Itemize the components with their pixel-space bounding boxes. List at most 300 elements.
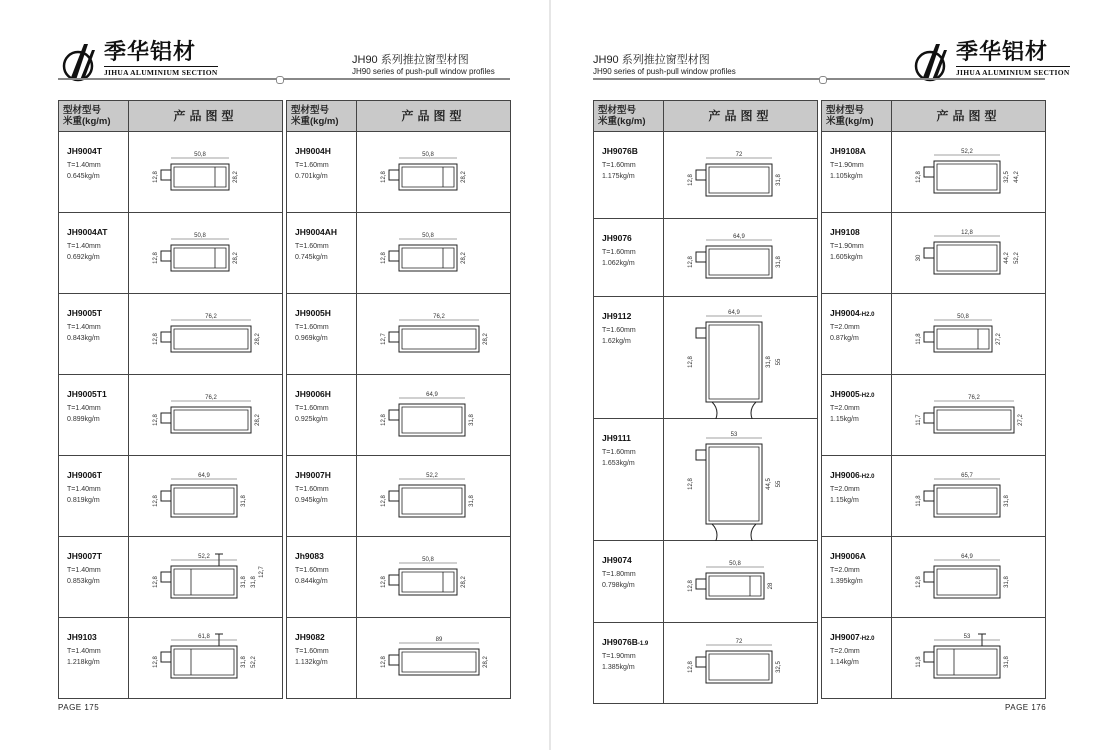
series-title <box>593 54 736 76</box>
profile-drawing <box>664 132 817 218</box>
header-model-weight <box>287 101 357 131</box>
profile-code <box>67 146 128 156</box>
profile-outline <box>696 651 772 683</box>
profile-info <box>287 375 357 455</box>
profile-row <box>287 213 510 294</box>
profile-row <box>822 294 1045 375</box>
profile-row <box>287 456 510 537</box>
dimension-label: 28,2 <box>461 576 467 588</box>
profile-code-text: JH9005T1 <box>67 389 107 399</box>
profile-drawing <box>129 375 282 455</box>
brand-name-en: JIHUA ALUMINIUM SECTION <box>956 68 1070 77</box>
profile-info <box>287 213 357 293</box>
profile-info <box>594 132 664 218</box>
profile-section-drawing <box>129 132 281 213</box>
profile-section-drawing <box>129 537 281 618</box>
profile-outline <box>924 485 1000 517</box>
profile-weight: 1.653kg/m <box>602 460 635 467</box>
profile-code-text: JH9074 <box>602 555 632 565</box>
profile-section-drawing <box>892 294 1044 375</box>
profile-thickness: T=1.60mm <box>602 449 636 456</box>
profile-row <box>287 618 510 698</box>
profile-drawing <box>357 537 510 617</box>
profile-drawing <box>357 132 510 212</box>
profile-code-text: JH9004T <box>67 146 102 156</box>
profile-info <box>822 618 892 698</box>
profile-code <box>67 308 128 318</box>
profile-weight: 0.692kg/m <box>67 254 100 261</box>
header-weight-label: 米重(kg/m) <box>826 116 874 127</box>
profile-thickness: T=1.60mm <box>295 486 329 493</box>
dimension-label: 50,8 <box>422 233 434 239</box>
page-number: PAGE 176 <box>1005 703 1047 712</box>
profile-section-drawing <box>664 297 816 419</box>
profile-row <box>822 132 1045 213</box>
header-drawing-label: 产品图型 <box>936 109 1001 123</box>
dimension-label: 31,8 <box>469 495 475 507</box>
profile-outline <box>696 444 762 541</box>
profile-drawing <box>664 623 817 703</box>
profile-outline <box>389 569 457 595</box>
profile-weight: 1.385kg/m <box>602 664 635 671</box>
dimension-label: 53 <box>730 432 738 438</box>
profile-section-drawing <box>892 537 1044 618</box>
profile-code-text: JH9004 <box>830 308 860 318</box>
profile-section-drawing <box>357 132 509 213</box>
profile-section-drawing <box>892 132 1044 213</box>
profile-info <box>287 618 357 698</box>
profile-drawing <box>664 541 817 622</box>
profile-table-column <box>593 100 818 704</box>
dimension-label: 50,8 <box>957 314 969 320</box>
profile-drawing <box>129 132 282 212</box>
header-weight-label: 米重(kg/m) <box>63 116 111 127</box>
profile-outline <box>389 245 457 271</box>
profile-outline <box>696 164 772 196</box>
dimension-label: 28,2 <box>233 171 239 183</box>
profile-code <box>295 632 356 642</box>
profile-weight: 1.15kg/m <box>830 497 859 504</box>
dimension-label: 28,2 <box>461 252 467 264</box>
dimension-label: 76,2 <box>205 395 217 401</box>
profile-drawing <box>129 213 282 293</box>
profile-info <box>594 219 664 296</box>
dimension-label: 50,8 <box>194 152 206 158</box>
profile-section-drawing <box>664 623 816 703</box>
dimension-label: 12,8 <box>688 356 694 368</box>
dimension-label: 12,8 <box>381 495 387 507</box>
profile-outline <box>161 326 251 352</box>
profile-weight: 0.645kg/m <box>67 173 100 180</box>
header-rule-dot <box>819 76 827 84</box>
dimension-label: 64,9 <box>961 554 973 560</box>
profile-section-drawing <box>664 541 816 623</box>
header-rule <box>58 78 510 80</box>
dimension-label: 50,8 <box>422 557 434 563</box>
profile-info <box>822 213 892 293</box>
profile-code <box>830 146 891 156</box>
profile-thickness: T=1.40mm <box>67 162 101 169</box>
profile-thickness: T=1.90mm <box>830 243 864 250</box>
profile-code-text: JH9108 <box>830 227 860 237</box>
profile-outline <box>389 164 457 190</box>
profile-row <box>594 623 817 703</box>
dimension-label: 11,8 <box>916 656 922 668</box>
dimension-label: 65,7 <box>961 473 973 479</box>
profile-outline <box>389 649 479 675</box>
profile-weight: 1.14kg/m <box>830 659 859 666</box>
profile-outline <box>924 634 1000 678</box>
profile-code-text: JH9076B <box>602 146 638 156</box>
profile-row <box>59 375 282 456</box>
dimension-label: 64,9 <box>198 473 210 479</box>
profile-code <box>295 146 356 156</box>
profile-thickness: T=1.60mm <box>295 405 329 412</box>
profile-thickness: T=1.40mm <box>67 567 101 574</box>
dimension-label: 61,8 <box>198 634 210 640</box>
profile-section-drawing <box>357 537 509 618</box>
dimension-label: 27,2 <box>1018 414 1024 426</box>
profile-weight: 1.175kg/m <box>602 173 635 180</box>
profile-section-drawing <box>357 375 509 456</box>
profile-info <box>59 375 129 455</box>
table-header <box>287 101 510 132</box>
dimension-label: 12,8 <box>916 171 922 183</box>
brand-name-en: JIHUA ALUMINIUM SECTION <box>104 68 218 77</box>
dimension-label: 12,8 <box>153 414 159 426</box>
profile-code <box>295 389 356 399</box>
dimension-label: 50,8 <box>729 561 741 567</box>
header-model-weight <box>822 101 892 131</box>
profile-code <box>602 433 663 443</box>
profile-code <box>295 551 356 561</box>
header-weight-label: 米重(kg/m) <box>598 116 646 127</box>
profile-row <box>822 456 1045 537</box>
profile-outline <box>161 407 251 433</box>
profile-section-drawing <box>664 132 816 219</box>
profile-outline <box>924 161 1000 193</box>
dimension-label: 76,2 <box>968 395 980 401</box>
dimension-label: 12,8 <box>688 478 694 490</box>
dimension-label: 12,8 <box>688 580 694 592</box>
profile-info <box>59 294 129 374</box>
profile-row <box>59 456 282 537</box>
profile-drawing <box>664 219 817 296</box>
dimension-label: 31,8 <box>776 174 782 186</box>
dimension-label: 12,8 <box>688 256 694 268</box>
profile-weight: 1.105kg/m <box>830 173 863 180</box>
header-model-label: 型材型号 <box>291 105 330 116</box>
profile-row <box>59 537 282 618</box>
series-title-cn: JH90 系列推拉窗型材图 <box>352 54 469 66</box>
profile-code <box>830 389 891 399</box>
profile-outline <box>389 485 465 517</box>
profile-row <box>59 132 282 213</box>
table-header <box>594 101 817 132</box>
dimension-label: 55 <box>776 358 782 366</box>
profile-info <box>822 375 892 455</box>
profile-code-text: JH9082 <box>295 632 325 642</box>
dimension-label: 12,8 <box>688 174 694 186</box>
dimension-label: 32,5 <box>1004 171 1010 183</box>
profile-drawing <box>357 456 510 536</box>
profile-info <box>594 297 664 418</box>
profile-weight: 1.395kg/m <box>830 578 863 585</box>
profile-section-drawing <box>129 618 281 698</box>
profile-info <box>287 537 357 617</box>
header-model-label: 型材型号 <box>598 105 637 116</box>
profile-section-drawing <box>892 213 1044 294</box>
profile-thickness: T=1.60mm <box>295 243 329 250</box>
profile-outline <box>161 634 237 678</box>
profile-outline <box>389 404 465 436</box>
profile-row <box>287 294 510 375</box>
dimension-label: 28 <box>768 582 774 590</box>
profile-code <box>830 551 891 561</box>
dimension-label: 31,8 <box>241 495 247 507</box>
profile-row <box>287 375 510 456</box>
profile-drawing <box>892 375 1045 455</box>
profile-thickness: T=1.60mm <box>295 648 329 655</box>
profile-drawing <box>129 618 282 698</box>
series-title <box>352 54 495 76</box>
dimension-label: 76,2 <box>433 314 445 320</box>
dimension-label: 31,8 <box>776 256 782 268</box>
dimension-label: 52,2 <box>198 554 210 560</box>
profile-info <box>822 294 892 374</box>
profile-thickness: T=1.90mm <box>602 653 636 660</box>
dimension-label: 28,2 <box>483 656 489 668</box>
dimension-label: 12,8 <box>153 656 159 668</box>
profile-drawing <box>357 294 510 374</box>
profile-code-text: JH9004H <box>295 146 331 156</box>
dimension-label: 28,2 <box>233 252 239 264</box>
series-title-en: JH90 series of push-pull window profiles <box>593 67 736 76</box>
profile-info <box>822 537 892 617</box>
dimension-label: 44,2 <box>1014 171 1020 183</box>
dimension-label: 52,2 <box>251 656 257 668</box>
profile-code <box>295 470 356 480</box>
profile-code-text: JH9004AT <box>67 227 108 237</box>
profile-thickness: T=1.60mm <box>295 162 329 169</box>
profile-code <box>830 632 891 642</box>
profile-thickness: T=1.80mm <box>602 571 636 578</box>
profile-code <box>602 146 663 156</box>
profile-outline <box>696 573 764 599</box>
dimension-label: 44,5 <box>766 478 772 490</box>
profile-outline <box>924 566 1000 598</box>
profile-code-text: JH9007H <box>295 470 331 480</box>
profile-code-text: Jh9083 <box>295 551 324 561</box>
dimension-label: 12,8 <box>153 333 159 345</box>
profile-weight: 0.899kg/m <box>67 416 100 423</box>
profile-row <box>822 537 1045 618</box>
profile-drawing <box>129 537 282 617</box>
profile-info <box>59 537 129 617</box>
dimension-label: 12,8 <box>916 576 922 588</box>
profile-code <box>67 470 128 480</box>
profile-thickness: T=2.0mm <box>830 405 860 412</box>
profile-info <box>594 541 664 622</box>
dimension-label: 72 <box>735 152 743 158</box>
profile-thickness: T=1.40mm <box>67 243 101 250</box>
profile-code <box>830 227 891 237</box>
profile-row <box>59 213 282 294</box>
dimension-label: 31,8 <box>251 576 257 588</box>
dimension-label: 12,8 <box>153 252 159 264</box>
profile-row <box>287 537 510 618</box>
profile-info <box>287 132 357 212</box>
profile-code-text: JH9005 <box>830 389 860 399</box>
profile-code-text: JH9005H <box>295 308 331 318</box>
brand-name-cn: 季华铝材 <box>104 40 197 65</box>
profile-table-column <box>821 100 1046 699</box>
profile-section-drawing <box>892 375 1044 456</box>
header-model-weight <box>59 101 129 131</box>
profile-outline <box>696 246 772 278</box>
profile-row <box>594 541 817 623</box>
profile-outline <box>696 322 762 419</box>
profile-thickness: T=1.60mm <box>602 327 636 334</box>
profile-table-column <box>58 100 283 699</box>
profile-code-text: JH9004AH <box>295 227 338 237</box>
profile-code <box>67 389 128 399</box>
profile-section-drawing <box>129 213 281 294</box>
profile-thickness: T=2.0mm <box>830 486 860 493</box>
profile-code <box>67 632 128 642</box>
profile-thickness: T=2.0mm <box>830 648 860 655</box>
profile-code <box>830 308 891 318</box>
profile-weight: 0.925kg/m <box>295 416 328 423</box>
profile-code <box>602 233 663 243</box>
profile-drawing <box>892 618 1045 698</box>
dimension-label: 30 <box>916 254 922 262</box>
profile-code-suffix: -H2.0 <box>859 636 875 642</box>
profile-drawing <box>357 618 510 698</box>
profile-thickness: T=1.60mm <box>602 162 636 169</box>
dimension-label: 12,8 <box>381 171 387 183</box>
header-drawing-label: 产品图型 <box>173 109 238 123</box>
profile-section-drawing <box>129 375 281 456</box>
profile-code-suffix: -H2.0 <box>859 312 875 318</box>
dimension-label: 28,2 <box>483 333 489 345</box>
dimension-label: 64,9 <box>728 310 740 316</box>
profile-code-text: JH9007T <box>67 551 102 561</box>
brand-name-cn: 季华铝材 <box>956 40 1049 65</box>
profile-code <box>602 555 663 565</box>
profile-info <box>822 132 892 212</box>
profile-weight: 1.15kg/m <box>830 416 859 423</box>
profile-info <box>287 456 357 536</box>
dimension-label: 28,2 <box>255 333 261 345</box>
profile-drawing <box>892 456 1045 536</box>
profile-weight: 1.218kg/m <box>67 659 100 666</box>
profile-drawing <box>892 132 1045 212</box>
profile-thickness: T=1.40mm <box>67 405 101 412</box>
profile-code <box>67 227 128 237</box>
page-number: PAGE 175 <box>58 703 100 712</box>
profile-outline <box>161 554 237 598</box>
profile-info <box>822 456 892 536</box>
profile-code-text: JH9076B <box>602 637 638 647</box>
profile-row <box>594 132 817 219</box>
dimension-label: 76,2 <box>205 314 217 320</box>
profile-section-drawing <box>357 618 509 698</box>
dimension-label: 52,2 <box>1014 252 1020 264</box>
profile-row <box>59 294 282 375</box>
profile-weight: 0.701kg/m <box>295 173 328 180</box>
profile-weight: 1.132kg/m <box>295 659 328 666</box>
profile-weight: 0.798kg/m <box>602 582 635 589</box>
profile-outline <box>161 485 237 517</box>
profile-section-drawing <box>357 456 509 537</box>
dimension-label: 50,8 <box>422 152 434 158</box>
dimension-label: 12,8 <box>381 576 387 588</box>
header-rule-dot <box>276 76 284 84</box>
profile-row <box>287 132 510 213</box>
dimension-label: 31,8 <box>241 576 247 588</box>
profile-thickness: T=1.40mm <box>67 324 101 331</box>
profile-code-text: JH9108A <box>830 146 866 156</box>
dimension-label: 31,8 <box>241 656 247 668</box>
profile-drawing <box>892 294 1045 374</box>
profile-section-drawing <box>357 213 509 294</box>
profile-weight: 0.819kg/m <box>67 497 100 504</box>
profile-section-drawing <box>129 294 281 375</box>
dimension-label: 12,8 <box>381 252 387 264</box>
dimension-label: 11,8 <box>916 495 922 507</box>
series-title-en: JH90 series of push-pull window profiles <box>352 67 495 76</box>
profile-info <box>594 623 664 703</box>
profile-info <box>59 213 129 293</box>
dimension-label: 64,9 <box>426 392 438 398</box>
profile-row <box>822 213 1045 294</box>
dimension-label: 12,8 <box>153 495 159 507</box>
profile-thickness: T=1.60mm <box>295 567 329 574</box>
profile-code-text: JH9103 <box>67 632 97 642</box>
dimension-label: 50,8 <box>194 233 206 239</box>
profile-thickness: T=1.90mm <box>830 162 864 169</box>
profile-weight: 1.62kg/m <box>602 338 631 345</box>
profile-code-text: JH9112 <box>602 311 632 321</box>
profile-weight: 0.745kg/m <box>295 254 328 261</box>
profile-code <box>830 470 891 480</box>
dimension-label: 12,8 <box>961 230 973 236</box>
dimension-label: 12,8 <box>688 661 694 673</box>
profile-section-drawing <box>664 419 816 541</box>
header-drawing-label: 产品图型 <box>708 109 773 123</box>
dimension-label: 53 <box>963 634 971 640</box>
series-title-cn: JH90 系列推拉窗型材图 <box>593 54 710 66</box>
dimension-label: 31,8 <box>766 356 772 368</box>
profile-thickness: T=1.60mm <box>602 249 636 256</box>
profile-thickness: T=2.0mm <box>830 567 860 574</box>
profile-drawing <box>357 375 510 455</box>
profile-weight: 1.605kg/m <box>830 254 863 261</box>
profile-code-suffix: -H2.0 <box>859 474 875 480</box>
profile-code-text: JH9006H <box>295 389 331 399</box>
profile-drawing <box>129 294 282 374</box>
profile-code-text: JH9005T <box>67 308 102 318</box>
dimension-label: 12,7 <box>381 333 387 345</box>
dimension-label: 89 <box>435 637 443 643</box>
dimension-label: 12,8 <box>381 656 387 668</box>
header-model-label: 型材型号 <box>63 105 102 116</box>
profile-drawing <box>664 419 817 540</box>
profile-code-text: JH9007 <box>830 632 860 642</box>
profile-thickness: T=2.0mm <box>830 324 860 331</box>
profile-thickness: T=1.40mm <box>67 486 101 493</box>
